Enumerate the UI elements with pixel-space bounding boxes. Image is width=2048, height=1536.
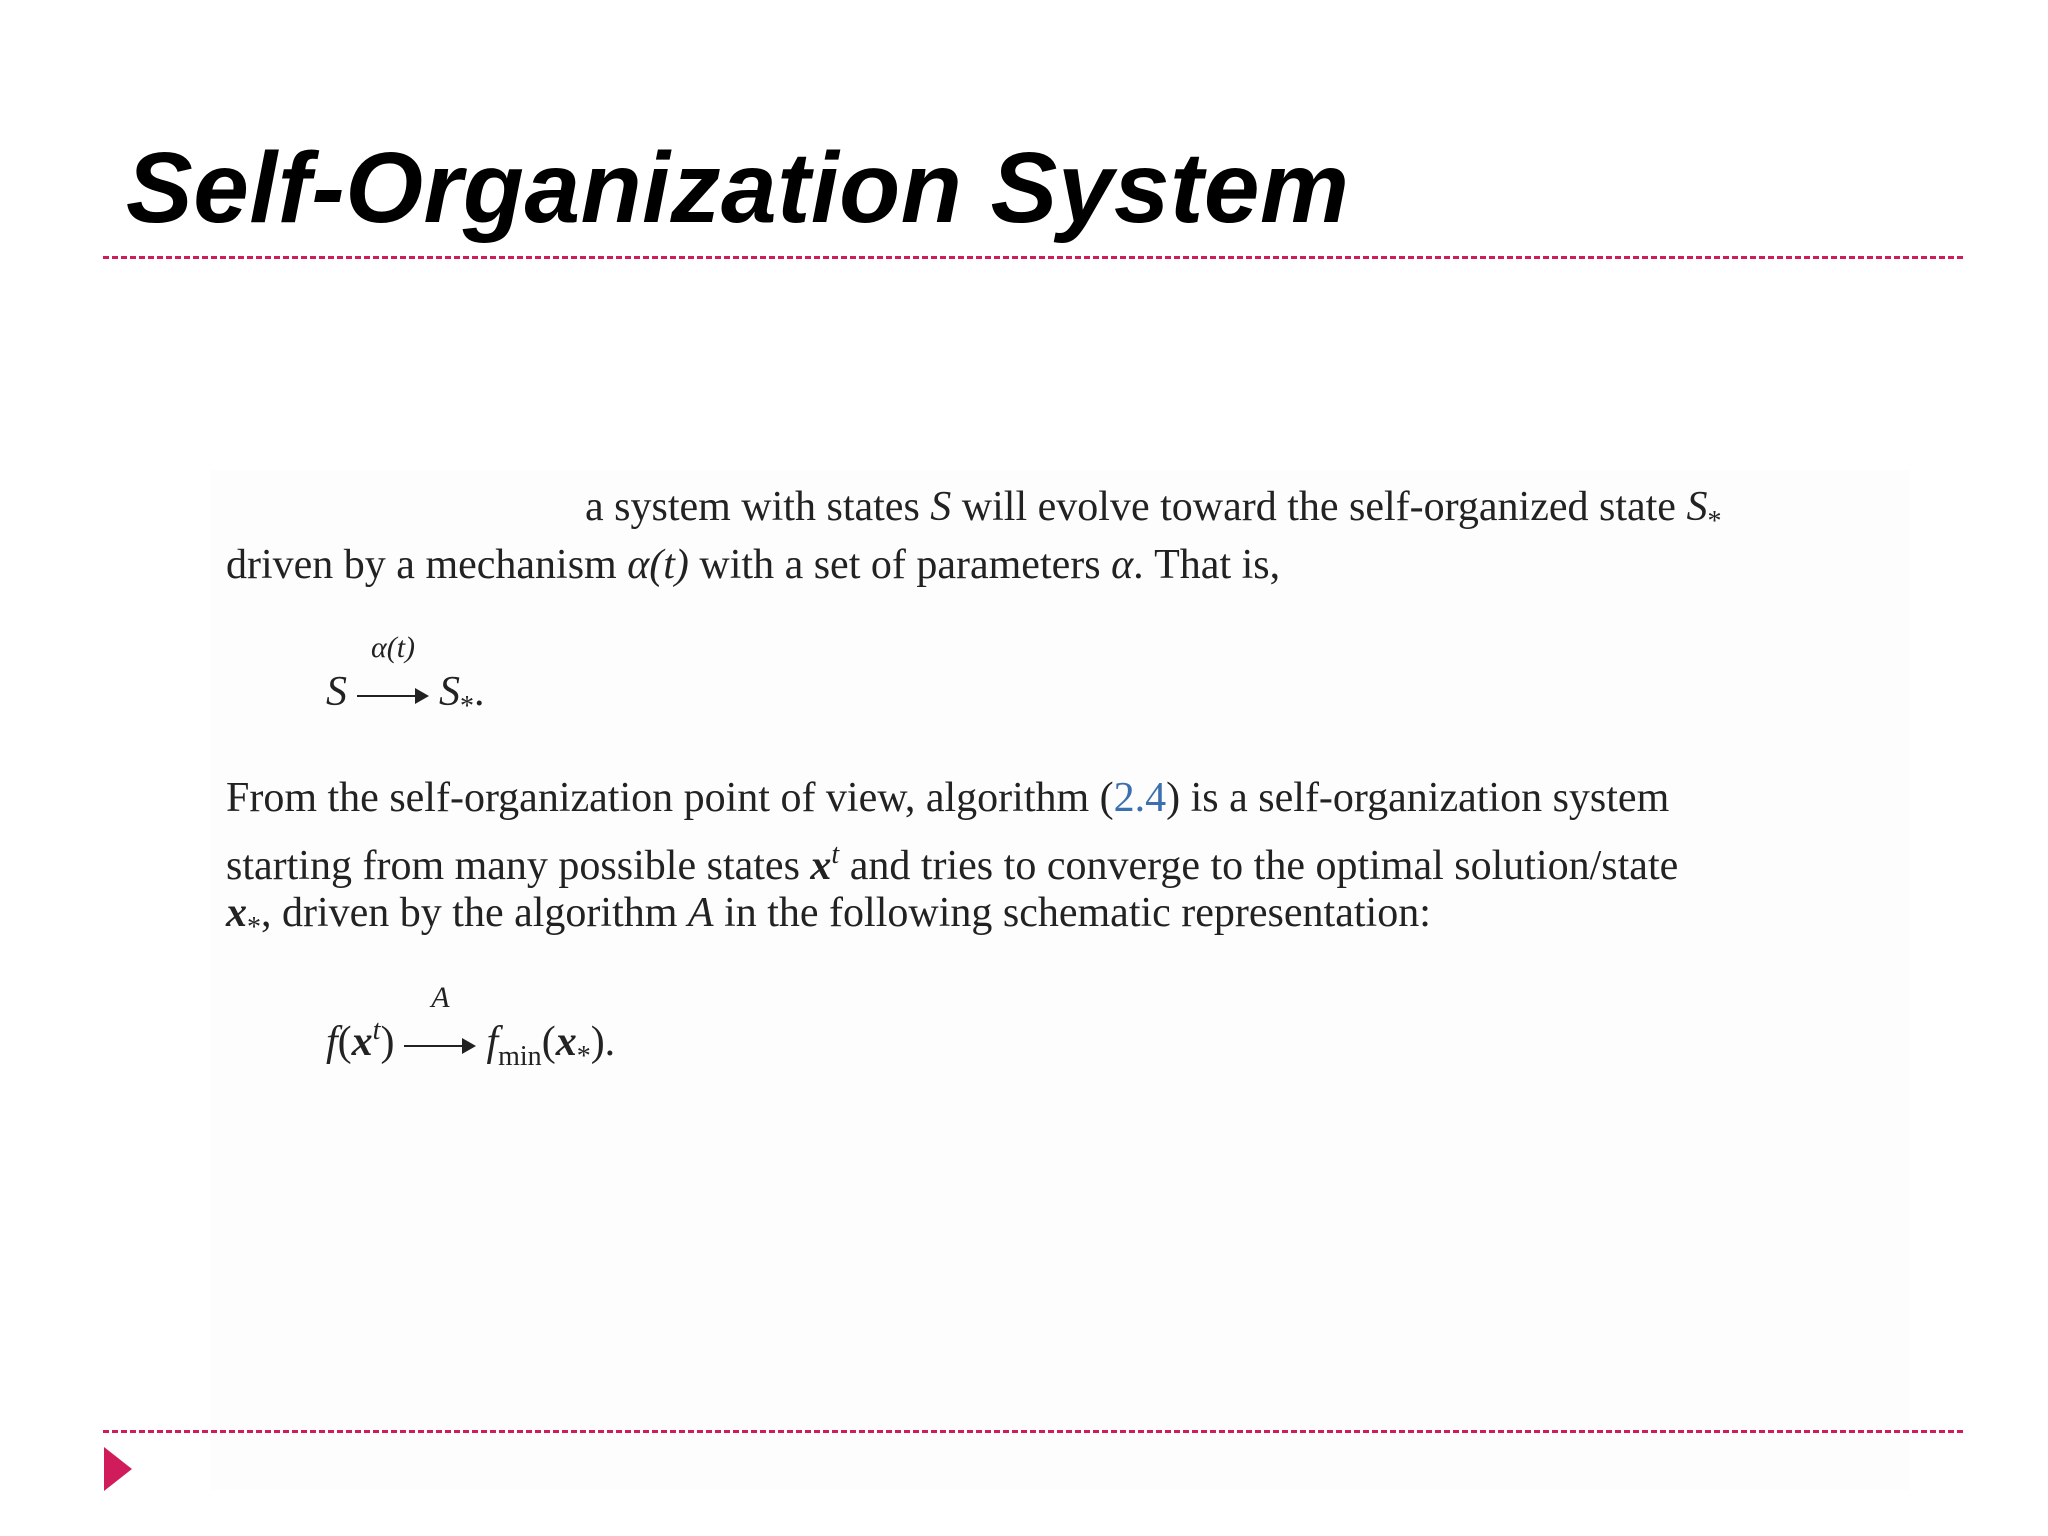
top-divider [103,256,1963,259]
paragraph-2-line-2: starting from many possible states $x^t$ and tries to converge to the optimal solution/state [226,839,1679,889]
paragraph-2-line-1: From the self-organization point of view, algorithm (2.4) is a self-organization system [226,775,1670,821]
right-arrow-icon: A [404,1019,476,1059]
paragraph-1-line-2: driven by a mechanism α(t) with a set of parameters α. That is, [226,542,1281,588]
equation-reference-link[interactable]: 2.4 [1113,775,1167,821]
equation-state-transition: S α(t) $S_*$. [326,631,485,722]
content-excerpt [210,470,1910,1490]
right-arrow-icon: α(t) [357,669,429,709]
paragraph-1-line-1: a system with states S will evolve toward the self-organized state $S_*$ [585,484,1722,537]
paragraph-2-line-3: $x_*$, driven by the algorithm A in the following schematic representation: [226,890,1431,943]
slide-title: Self-Organization System [126,132,1350,244]
equation-algorithm-map: $f(x^t)$ A $f_{min}(x_*)$. [326,981,616,1072]
play-icon [104,1447,132,1491]
bottom-divider [103,1430,1963,1433]
